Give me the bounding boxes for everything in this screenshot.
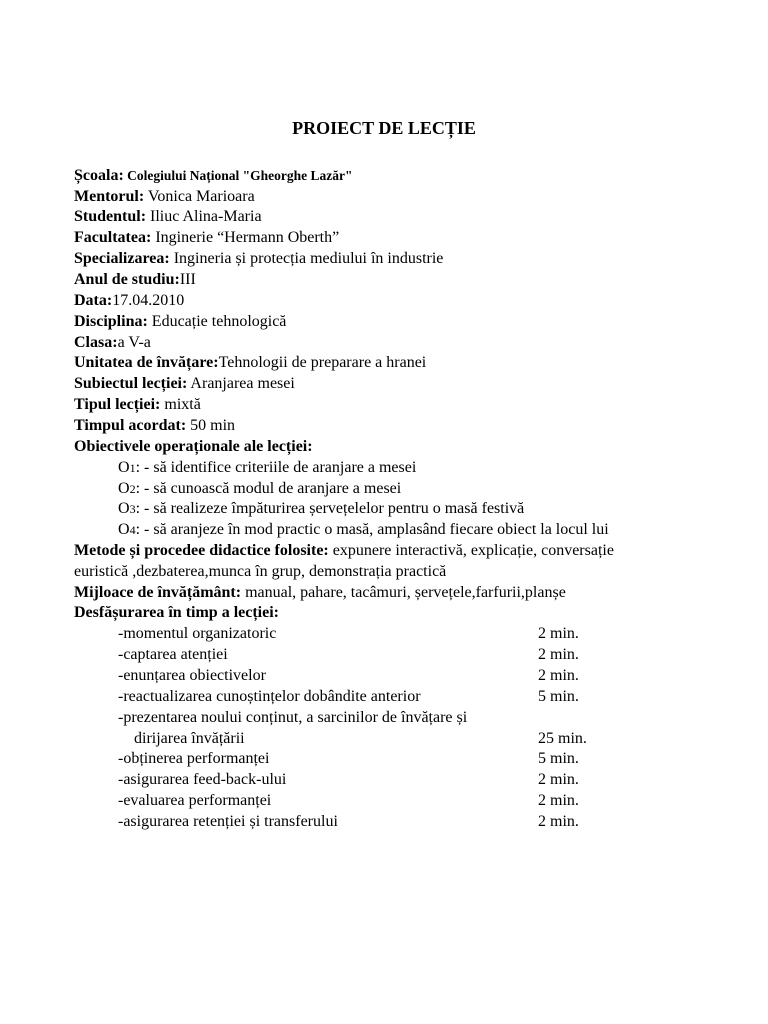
field-facultatea [74, 228, 339, 248]
means-label: Mijloace de învățământ: [74, 584, 242, 601]
field-value: 50 min [186, 417, 236, 434]
methods-line-continued: euristică ,dezbaterea,munca în grup, demonstrația practică [74, 563, 447, 580]
field-scoala [74, 166, 353, 186]
objective-code: O [118, 459, 130, 476]
schedule-heading [74, 603, 279, 623]
field-label: Clasa: [74, 334, 118, 351]
field-value: Iliuc Alina-Maria [146, 208, 262, 225]
field-unitatea [74, 353, 426, 373]
field-label: Timpul acordat: [74, 417, 187, 434]
field-value: Tehnologii de preparare a hranei [218, 354, 427, 371]
objective-index: 1 [129, 461, 136, 475]
schedule-duration: 2 min. [538, 667, 579, 684]
objective-item [118, 458, 416, 478]
objective-text: : - să realizeze împăturirea șervețelelor pentru o masă festivă [135, 500, 525, 517]
document-title: PROIECT DE LECȚIE [292, 118, 476, 138]
objective-index: 3 [129, 502, 136, 516]
schedule-duration: 2 min. [538, 792, 579, 809]
objective-index: 2 [129, 482, 136, 496]
schedule-duration: 2 min. [538, 813, 579, 830]
field-label: Subiectul lecției: [74, 375, 188, 392]
field-label: Anul de studiu: [74, 271, 180, 288]
field-label: Mentorul: [74, 188, 145, 205]
schedule-duration: 5 min. [538, 750, 579, 767]
objective-text: : - să aranjeze în mod practic o masă, amplasând fiecare obiect la locul lui [135, 521, 609, 538]
field-value: 17.04.2010 [112, 292, 185, 309]
schedule-item: -reactualizarea cunoștințelor dobândite anterior [118, 688, 421, 705]
field-value: III [179, 271, 196, 288]
means-line [74, 583, 566, 603]
field-label: Specializarea: [74, 250, 170, 267]
methods-line [74, 541, 614, 561]
schedule-item: -captarea atenției [118, 646, 228, 663]
field-data [74, 291, 184, 311]
schedule-item: -enunțarea obiectivelor [118, 667, 266, 684]
field-mentorul [74, 187, 255, 207]
objective-text: : - să cunoască modul de aranjare a mesei [135, 480, 402, 497]
field-value: Colegiului Național "Gheorghe Lazăr" [123, 168, 353, 183]
field-label: Studentul: [74, 208, 147, 225]
field-disciplina [74, 312, 286, 332]
methods-label: Metode și procedee didactice folosite: [74, 542, 329, 559]
schedule-item-continued: dirijarea învățării [134, 730, 245, 747]
field-label: Disciplina: [74, 313, 148, 330]
field-label: Unitatea de învățare: [74, 354, 219, 371]
field-clasa [74, 333, 151, 353]
field-value: a V-a [117, 334, 151, 351]
field-value: Aranjarea mesei [187, 375, 295, 392]
field-value: Inginerie “Hermann Oberth” [151, 229, 340, 246]
objective-item [118, 520, 609, 540]
objective-item [118, 479, 401, 499]
schedule-duration: 5 min. [538, 688, 579, 705]
objectives-heading [74, 437, 313, 457]
schedule-item: -asigurarea retenției și transferului [118, 813, 338, 830]
field-tipul [74, 395, 201, 415]
field-label: Facultatea: [74, 229, 152, 246]
schedule-duration: 25 min. [538, 730, 587, 747]
schedule-item: -momentul organizatoric [118, 625, 277, 642]
schedule-item: -asigurarea feed-back-ului [118, 771, 287, 788]
field-studentul [74, 207, 262, 227]
field-value: Educație tehnologică [147, 313, 287, 330]
schedule-item: -obținerea performanței [118, 750, 270, 767]
means-value: manual, pahare, tacâmuri, șervețele,farfurii,planșe [241, 584, 566, 601]
field-value: Ingineria și protecția mediului în industrie [169, 250, 444, 267]
objective-code: O [118, 500, 130, 517]
field-timpul [74, 416, 235, 436]
field-value: mixtă [160, 396, 201, 413]
schedule-item: -prezentarea noului conținut, a sarcinilor de învățare și [118, 709, 468, 726]
methods-value: expunere interactivă, explicație, conversație [328, 542, 614, 559]
objective-text: : - să identifice criteriile de aranjare a mesei [135, 459, 417, 476]
objectives-heading-text: Obiectivele operaționale ale lecției: [74, 438, 313, 455]
field-label: Tipul lecției: [74, 396, 161, 413]
objective-index: 4 [129, 523, 136, 537]
schedule-item: -evaluarea performanței [118, 792, 272, 809]
field-anul [74, 270, 196, 290]
field-specializarea [74, 249, 443, 269]
schedule-duration: 2 min. [538, 771, 579, 788]
field-subiectul [74, 374, 295, 394]
objective-code: O [118, 521, 130, 538]
objective-code: O [118, 480, 130, 497]
schedule-heading-text: Desfășurarea în timp a lecției: [74, 604, 279, 621]
field-label: Data: [74, 292, 113, 309]
field-label: Școala: [74, 167, 124, 184]
schedule-duration: 2 min. [538, 646, 579, 663]
schedule-duration: 2 min. [538, 625, 579, 642]
field-value: Vonica Marioara [144, 188, 255, 205]
objective-item [118, 499, 524, 519]
